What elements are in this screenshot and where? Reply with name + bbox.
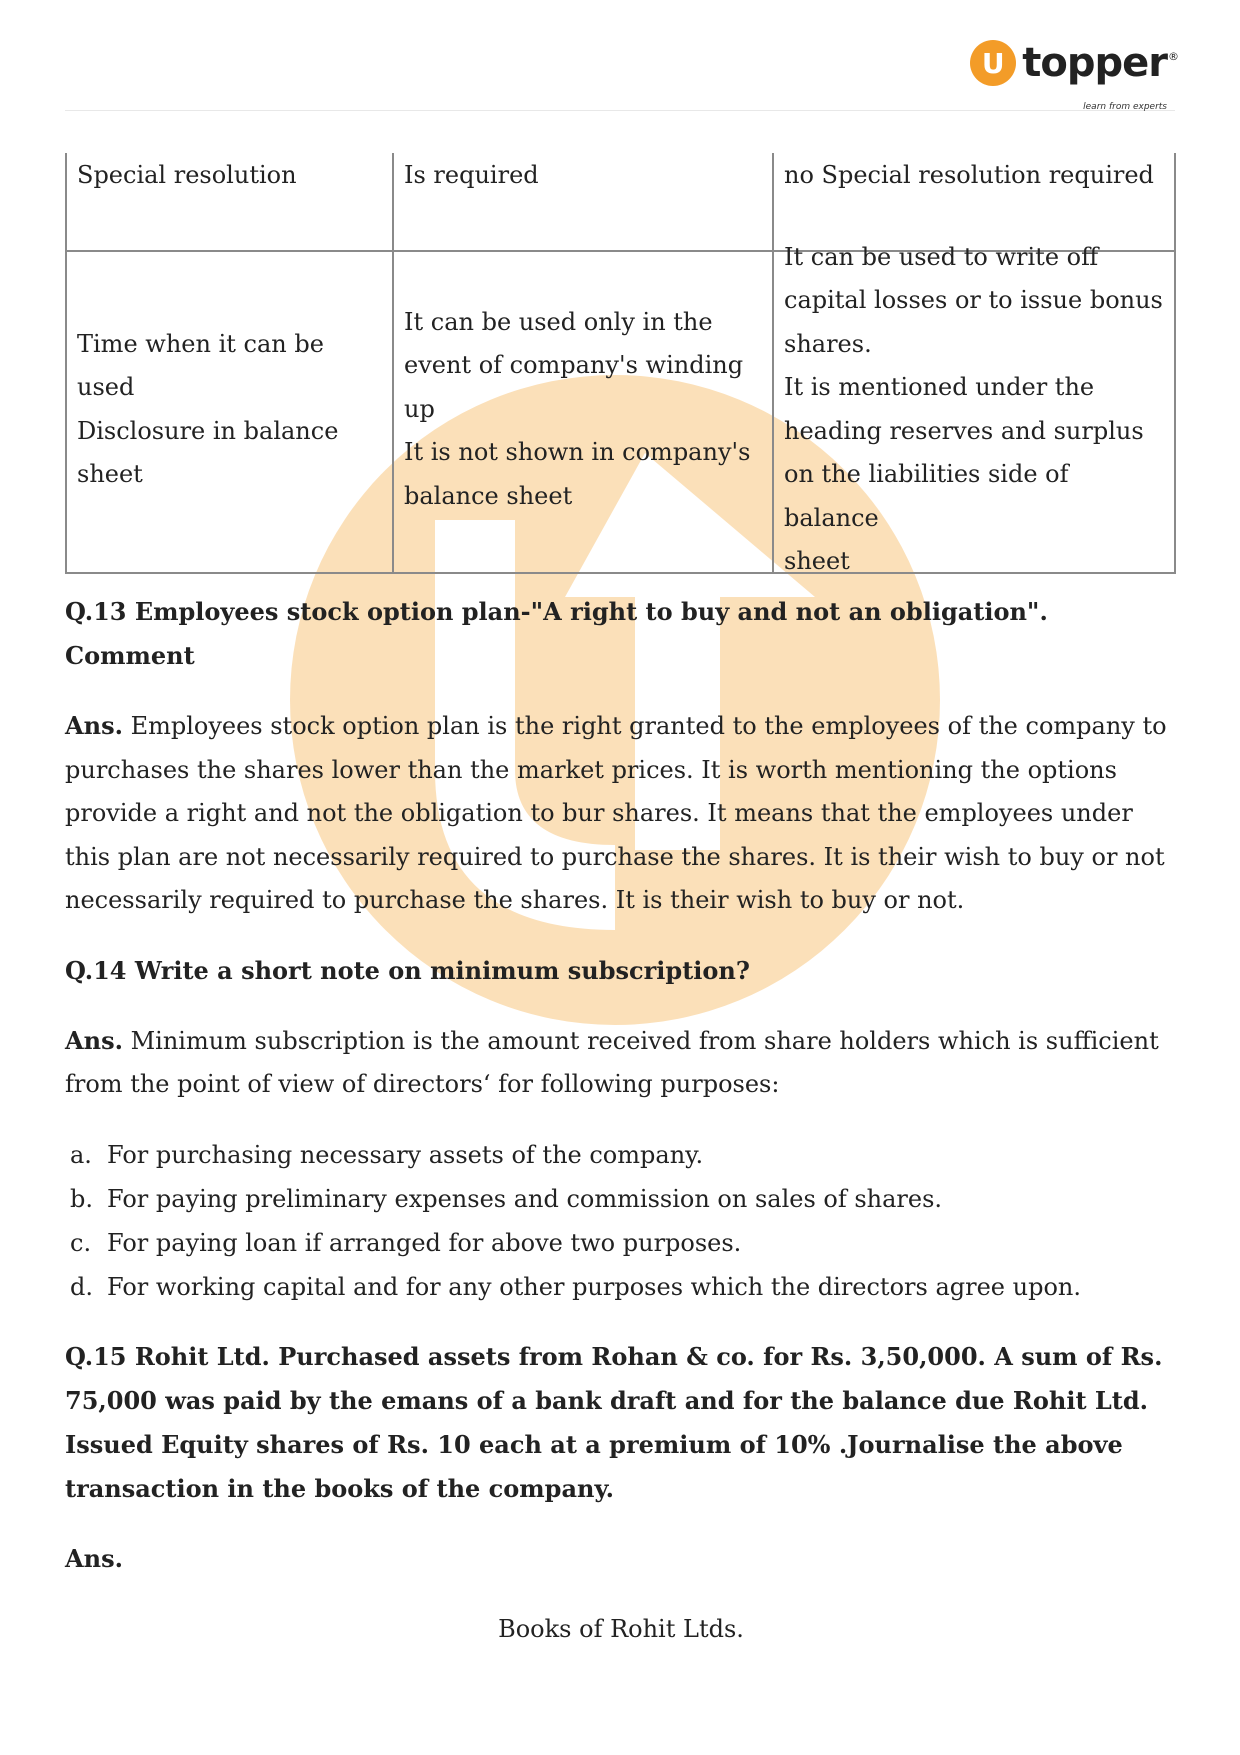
- cell-line: sheet: [784, 547, 850, 575]
- registered-mark: ®: [1168, 50, 1179, 63]
- cell-line: It is mentioned under the: [784, 373, 1095, 401]
- main-content: [65, 590, 1177, 1651]
- comparison-table: [65, 153, 1176, 574]
- answer-14: [65, 1019, 1177, 1107]
- cell-line: on the liabilities side of balance: [784, 460, 1069, 532]
- list-item-text: For paying preliminary expenses and commission on sales of shares.: [107, 1184, 943, 1213]
- cell-line: It can be used only in the: [404, 307, 713, 336]
- list-item-text: For working capital and for any other purposes which the directors agree upon.: [107, 1272, 1081, 1301]
- cell-line: capital losses or to issue bonus: [784, 286, 1163, 314]
- list-item: [65, 1177, 1177, 1221]
- list-item-text: For paying loan if arranged for above two purposes.: [107, 1228, 742, 1257]
- cell-line: Time when it can be used: [77, 329, 324, 401]
- table-cell: Special resolution: [66, 153, 393, 251]
- list-item: [65, 1133, 1177, 1177]
- table-cell: [393, 251, 773, 573]
- list-marker: a.: [70, 1140, 92, 1169]
- page-header: [65, 30, 1179, 112]
- list-item: [65, 1265, 1177, 1309]
- answer-text: Minimum subscription is the amount received from share holders which is sufficient from the point of view of directors‘ for following purposes:: [65, 1026, 1159, 1098]
- cell-line: sheet: [77, 460, 143, 488]
- question-13: Q.13 Employees stock option plan-"A right to buy and not an obligation". Comment: [65, 597, 1048, 670]
- purposes-list: [65, 1133, 1177, 1309]
- topper-logo[interactable]: [970, 40, 1179, 112]
- logo-wordmark: topper ® learn from experts: [1022, 40, 1167, 86]
- answer-13: [65, 704, 1177, 923]
- cell-line: It can be used to write off: [784, 242, 1099, 271]
- list-marker: d.: [70, 1272, 93, 1301]
- cell-line: event of company's winding: [404, 351, 744, 380]
- table-cell: [66, 251, 393, 573]
- list-marker: b.: [70, 1184, 93, 1213]
- question-14: Q.14 Write a short note on minimum subscription?: [65, 955, 750, 985]
- u-arrow-icon: U: [970, 40, 1016, 86]
- cell-line: Disclosure in balance: [77, 416, 339, 445]
- table-cell: Is required: [393, 153, 773, 251]
- logo-tagline: learn from experts: [1083, 102, 1167, 112]
- books-title: Books of Rohit Ltds.: [498, 1614, 744, 1643]
- answer-15-label: Ans.: [65, 1543, 123, 1573]
- cell-line: up: [404, 394, 435, 423]
- list-item: [65, 1221, 1177, 1265]
- cell-line: It is not shown in company's: [404, 438, 751, 467]
- list-item-text: For purchasing necessary assets of the company.: [107, 1140, 704, 1169]
- table-cell: no Special resolution required: [773, 153, 1175, 251]
- list-marker: c.: [70, 1228, 92, 1257]
- cell-line: shares.: [784, 329, 872, 358]
- cell-line: heading reserves and surplus: [784, 416, 1144, 445]
- question-15: Q.15 Rohit Ltd. Purchased assets from Rohan & co. for Rs. 3,50,000. A sum of Rs. 75,000 was paid by the emans of a bank draft and for the balance due Rohit Ltd. Issued Equity shares of Rs. 10 each at a premium of 10% .Journalise the above transaction in the books of the company.: [65, 1341, 1163, 1503]
- answer-text: Employees stock option plan is the right granted to the employees of the company to purchases the shares lower than the market prices. It is worth mentioning the options provide a right and not the obligation to bur shares. It means that the employees under this plan are not necessarily required to purchase the shares. It is their wish to buy or not necessarily required to purchase the shares. It is their wish to buy or not.: [65, 712, 1167, 914]
- answer-label: Ans.: [65, 711, 123, 740]
- cell-line: balance sheet: [404, 481, 573, 510]
- answer-label: Ans.: [65, 1025, 123, 1055]
- table-row: [66, 251, 1175, 573]
- table-cell: [773, 242, 1175, 575]
